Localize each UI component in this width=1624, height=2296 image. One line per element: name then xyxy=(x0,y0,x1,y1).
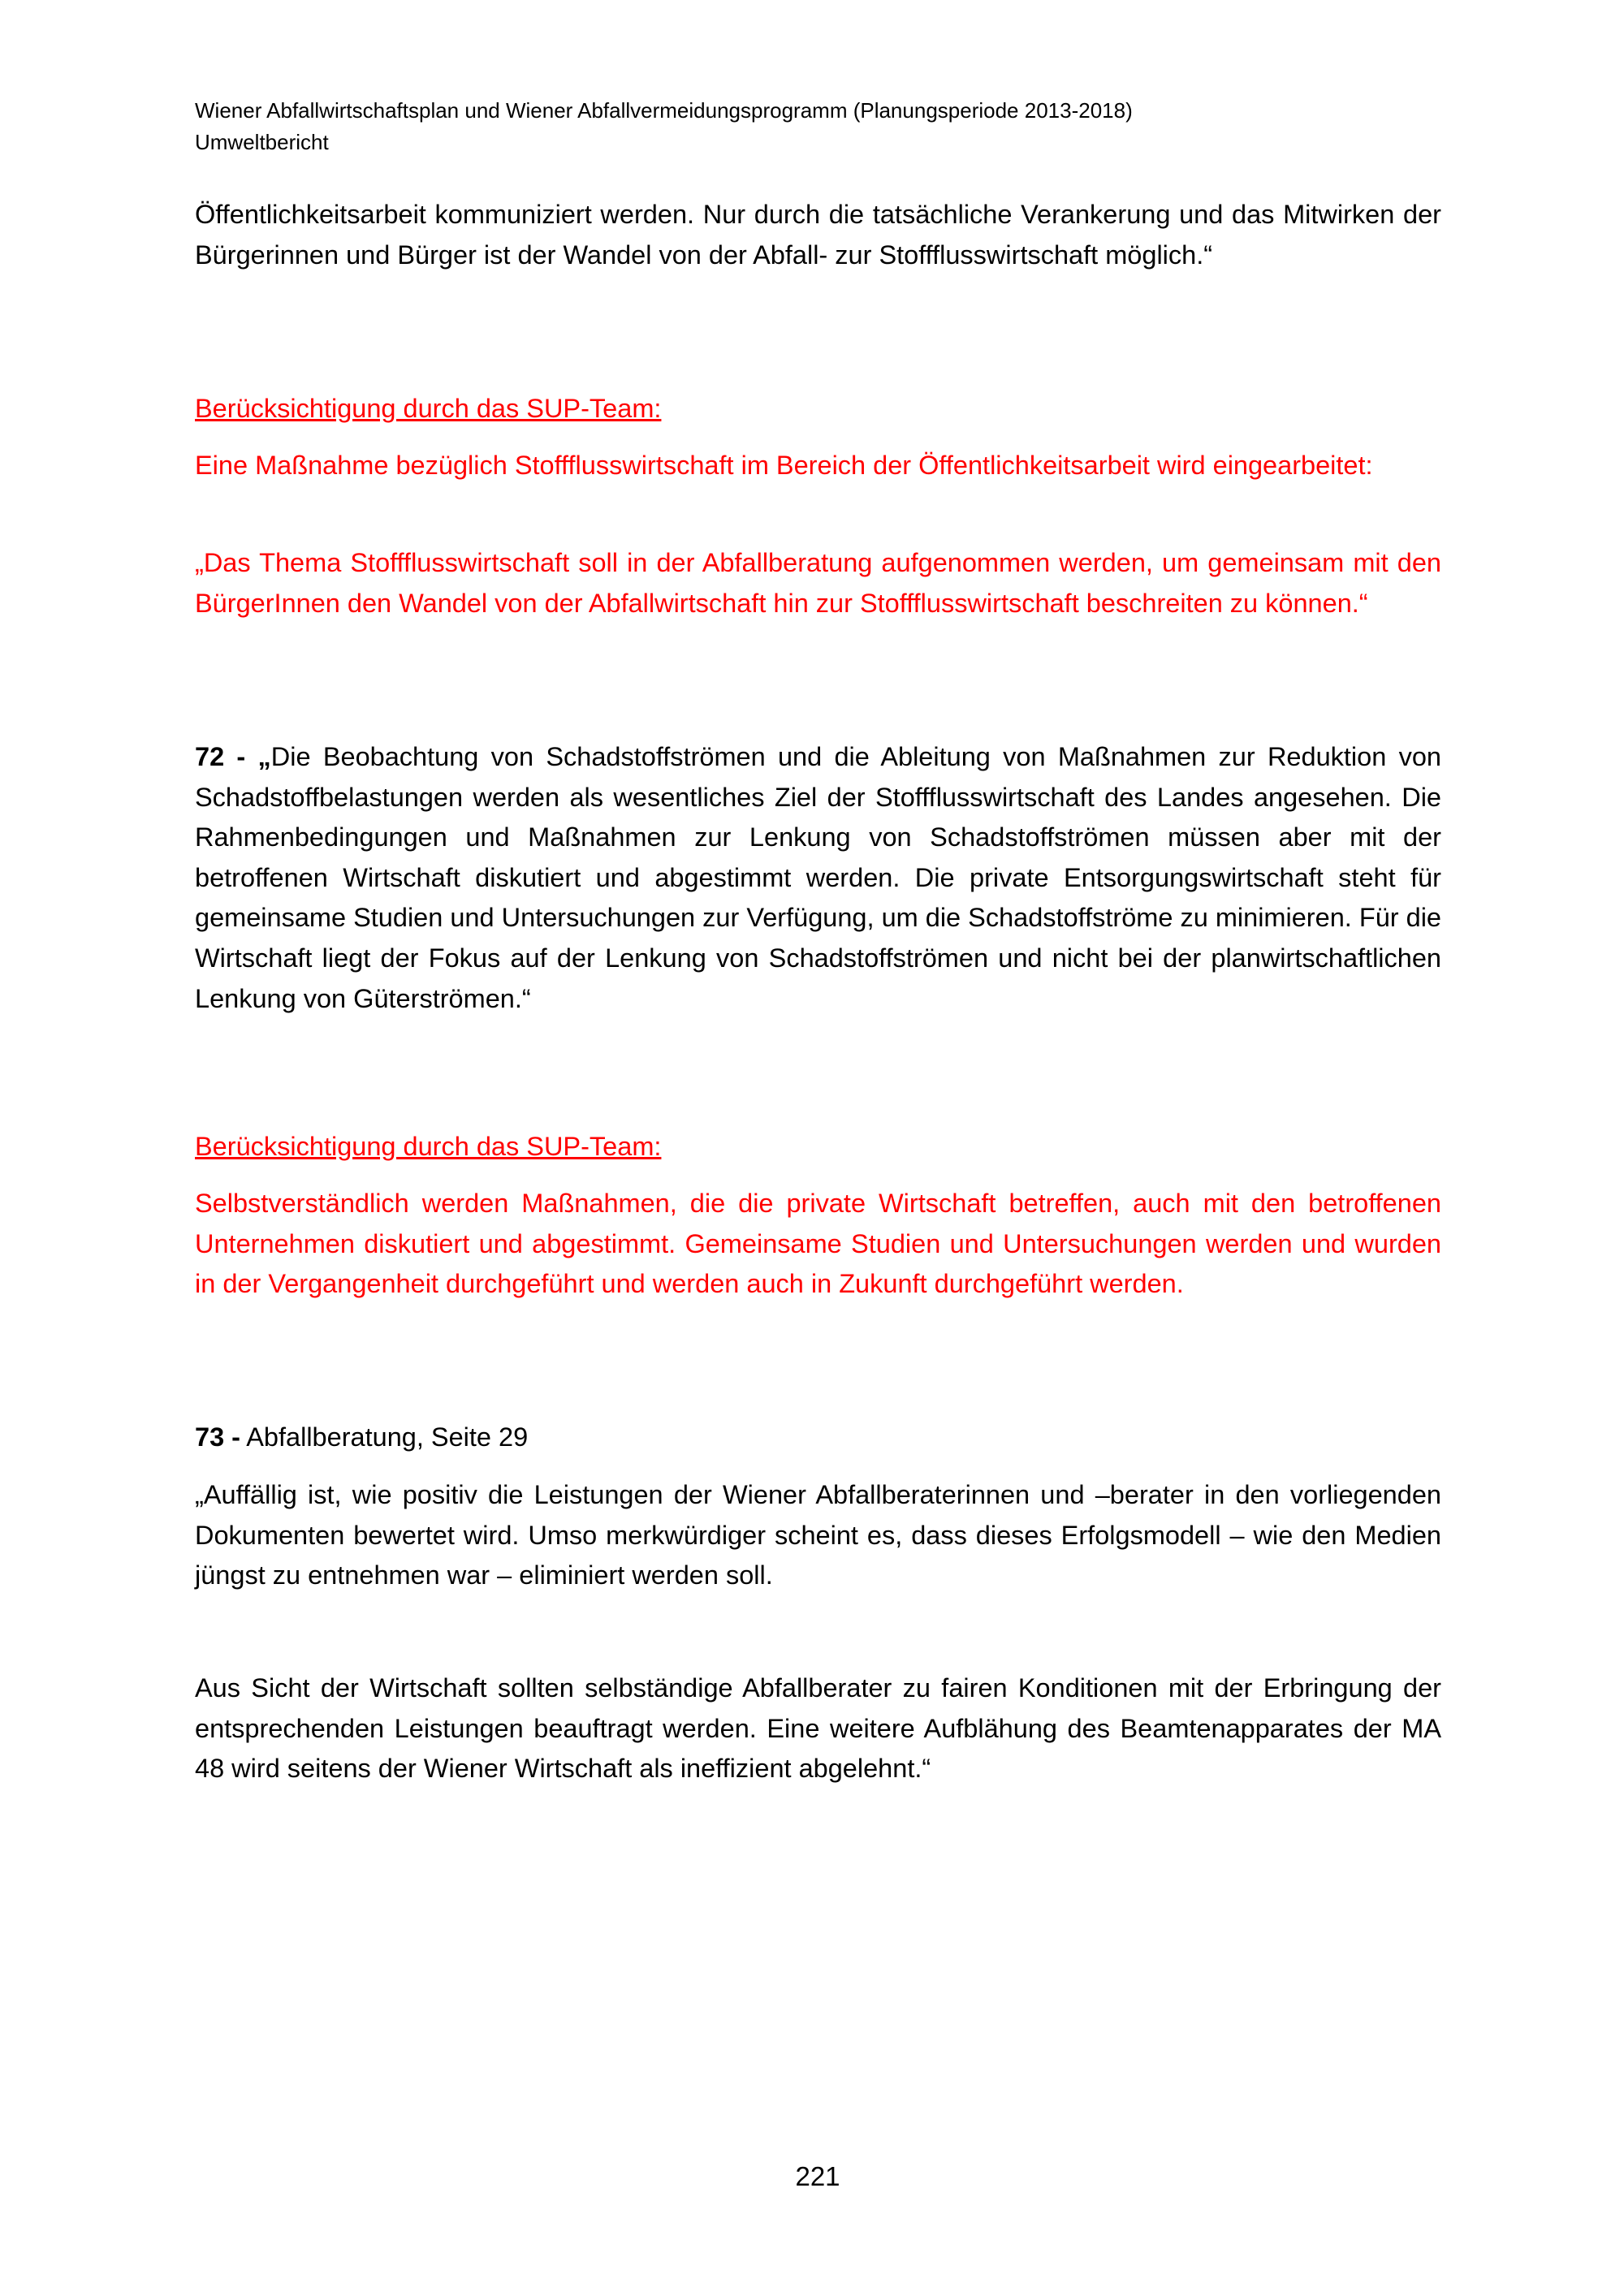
comment-number-73: 73 - xyxy=(195,1422,241,1452)
comment-73-title xyxy=(195,1418,1441,1458)
response-text-2: Selbstverständlich werden Maßnahmen, die die private Wirtschaft betreffen, auch mit den betroffenen Unternehmen diskutiert und abgestimmt. Gemeinsame Studien und Untersuchungen werden und wurden in der Vergangenheit durchgeführt und werden auch in Zukunft durchgeführt werden. xyxy=(195,1189,1441,1299)
paragraph-continuation: Öffentlichkeitsarbeit kommuniziert werden. Nur durch die tatsächliche Verankerung und das Mitwirken der Bürgerinnen und Bürger ist der Wandel von der Abfall- zur Stoffflusswirtschaft möglich.“ xyxy=(195,200,1441,270)
running-header-subtitle: Umweltbericht xyxy=(195,130,329,154)
comment-73-topic: Abfallberatung, Seite 29 xyxy=(240,1422,529,1452)
comment-72-text: Die Beobachtung von Schadstoffströmen und die Ableitung von Maßnahmen zur Reduktion von Schadstoffbelastungen werden als wesentliches Ziel der Stoffflusswirtschaft des Landes angesehen. Die Rahmenbedingungen und Maßnahmen zur Lenkung von Schadstoffströmen müssen aber mit der betroffenen Wirtschaft diskutiert und abgestimmt werden. Die private Entsorgungswirtschaft steht für gemeinsame Studien und Untersuchungen zur Verfügung, um die Schadstoffströme zu minimieren. Für die Wirtschaft liegt der Fokus auf der Lenkung von Schadstoffströmen und nicht bei der planwirtschaftlichen Lenkung von Güterströmen.“ xyxy=(195,742,1441,1013)
comment-number-72: 72 - „ xyxy=(195,742,271,771)
comment-73-paragraph-2: Aus Sicht der Wirtschaft sollten selbständige Abfallberater zu fairen Konditionen mit der Erbringung der entsprechenden Leistungen beauftragt werden. Eine weitere Aufblähung des Beamtenapparates der MA 48 wird seitens der Wiener Wirtschaft als ineffizient abgelehnt.“ xyxy=(195,1673,1441,1784)
page-number: 221 xyxy=(795,2161,840,2191)
response-heading-1: Berücksichtigung durch das SUP-Team: xyxy=(195,394,662,423)
comment-73-paragraph-1: „Auffällig ist, wie positiv die Leistungen der Wiener Abfallberaterinnen und –berater in den vorliegenden Dokumenten bewertet wird. Umso merkwürdiger scheint es, dass dieses Erfolgsmodell – wie den Medien jüngst zu entnehmen war – eliminiert werden soll. xyxy=(195,1480,1441,1590)
response-text-1: Eine Maßnahme bezüglich Stoffflusswirtschaft im Bereich der Öffentlichkeitsarbeit wird eingearbeitet: xyxy=(195,451,1373,480)
response-quote-1: „Das Thema Stoffflusswirtschaft soll in der Abfallberatung aufgenommen werden, um gemeinsam mit den BürgerInnen den Wandel von der Abfallwirtschaft hin zur Stoffflusswirtschaft beschreiten zu können.“ xyxy=(195,548,1441,618)
comment-72 xyxy=(195,737,1441,1019)
response-heading-2: Berücksichtigung durch das SUP-Team: xyxy=(195,1132,662,1161)
running-header-title: Wiener Abfallwirtschaftsplan und Wiener Abfallvermeidungsprogramm (Planungsperiode 2013-2018) xyxy=(195,98,1133,123)
